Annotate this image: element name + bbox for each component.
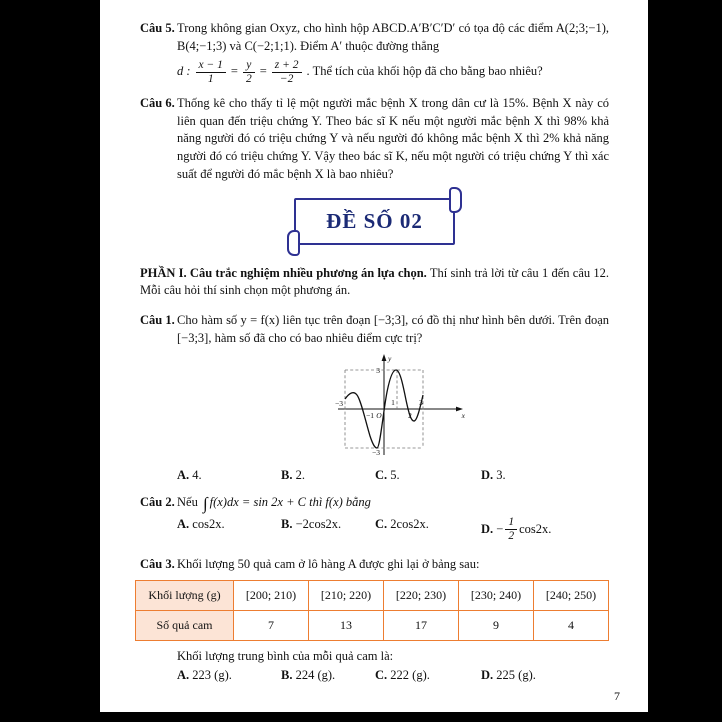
question-2-body (177, 494, 609, 551)
table-cell: [240; 250) (534, 581, 609, 611)
option-c: C. 2cos2x. (375, 517, 429, 532)
question-1-text: Cho hàm số y = f(x) liên tục trên đoạn [−3;3], có đồ thị như hình bên dưới. Trên đoạn [−3;3], hàm số đã cho có bao nhiêu điểm cực trị? (177, 313, 609, 345)
option-a: A. 4. (177, 467, 202, 482)
question-2-statement (177, 494, 609, 512)
origin-label: O (376, 410, 382, 420)
option-c: C. 222 (g). (375, 668, 430, 683)
x-tick-1: 1 (391, 397, 395, 407)
question-5-suffix: . Thể tích của khối hộp đã cho bằng bao nhiêu? (306, 64, 543, 79)
exam-banner-row (140, 198, 609, 245)
mass-frequency-table (135, 580, 609, 641)
x-tick-neg3: −3 (335, 398, 343, 408)
option-a: A. cos2x. (177, 517, 225, 532)
table-header-cell: Khối lượng (g) (136, 581, 234, 611)
question-6-label: Câu 6. (140, 95, 175, 110)
table-cell: [210; 220) (309, 581, 384, 611)
question-3-body: Khối lượng 50 quả cam ở lô hàng A được ghi lại ở bảng sau: (177, 556, 480, 571)
question-3 (140, 556, 609, 574)
function-graph-figure (318, 351, 468, 463)
question-1-body (177, 312, 609, 492)
question-5-label: Câu 5. (140, 21, 175, 35)
table-cell: 4 (534, 611, 609, 641)
scroll-curl-right (449, 187, 462, 213)
question-3-subtext: Khối lượng trung bình của mỗi quả cam là: (177, 649, 394, 664)
exam-title-banner (294, 198, 455, 245)
table-cell: [200; 210) (234, 581, 309, 611)
part-1-heading-bold: PHẦN I. Câu trắc nghiệm nhiều phương án lựa chọn. (140, 265, 427, 280)
table-cell: 13 (309, 611, 384, 641)
fraction-1: $\frac{x - 1}{1}$ (196, 59, 226, 86)
option-d: D. 3. (481, 467, 506, 482)
option-b: B. −2cos2x. (281, 517, 342, 532)
table-cell: 17 (384, 611, 459, 641)
figure-row (177, 351, 609, 463)
question-1-options (177, 467, 609, 485)
option-c: C. 5. (375, 467, 400, 482)
y-axis-arrow (382, 354, 387, 361)
question-2 (140, 494, 609, 551)
option-b: B. 2. (281, 467, 305, 482)
question-1-label: Câu 1. (140, 313, 175, 328)
question-2-prefix: Nếu (177, 495, 198, 510)
question-5-body (177, 20, 609, 86)
question-2-options (177, 516, 609, 543)
y-tick-neg3: −3 (372, 447, 380, 457)
table-cell: 9 (459, 611, 534, 641)
part-1-heading (140, 265, 609, 301)
option-d: D. − $\frac{1}{2}$ cos2x. (481, 516, 552, 543)
question-5-text: Trong không gian Oxyz, cho hình hộp ABCD.A′B′C′D′ có tọa độ các điểm A(2;3;−1), B(4;−1;3) và C(−2;1;1). Điểm A′ thuộc đường thẳng (177, 21, 609, 53)
question-5 (140, 20, 609, 86)
document-page (100, 0, 648, 712)
question-3-label: Câu 3. (140, 556, 175, 571)
question-2-mid: f(x)dx = sin 2x + C thì f(x) bằng (209, 495, 371, 510)
table-cell: [230; 240) (459, 581, 534, 611)
x-axis-label: x (461, 410, 465, 420)
integral-sign: ∫ (202, 493, 208, 513)
equals-sign: = (230, 64, 238, 79)
question-2-label: Câu 2. (140, 495, 175, 510)
page-number: 7 (614, 689, 620, 703)
table-row (136, 611, 609, 641)
x-tick-3: 3 (419, 397, 423, 407)
question-6-body: Thống kê cho thấy tỉ lệ một người mắc bệnh X trong dân cư là 15%. Bệnh X này có liên quan đến triệu chứng Y. Theo bác sĩ K nếu một người mắc bệnh X thì 98% khả năng người đó có triệu chứng Y và nếu người đó không mắc bệnh X thì 2% khả năng người đó có triệu chứng Y. Vậy theo bác sĩ K, nếu một người có triệu chứng Y thì xác suất để người đó mắc bệnh X là bao nhiêu? (177, 95, 609, 181)
scroll-curl-left (287, 230, 300, 256)
option-b: B. 224 (g). (281, 668, 336, 683)
table-row (136, 581, 609, 611)
table-header-cell: Số quả cam (136, 611, 234, 641)
fraction: $\frac{1}{2}$ (505, 516, 517, 543)
x-tick-neg1: −1 (366, 410, 374, 420)
question-6 (140, 95, 609, 184)
table-cell: 7 (234, 611, 309, 641)
question-1 (140, 312, 609, 492)
fraction-2: $\frac{y}{2}$ (243, 59, 255, 86)
equals-sign: = (259, 64, 267, 79)
question-5-equation (177, 59, 609, 86)
y-tick-3: 3 (376, 365, 380, 375)
option-a: A. 223 (g). (177, 668, 232, 683)
y-axis-label: y (388, 353, 392, 363)
exam-title: ĐỀ SỐ 02 (326, 208, 423, 233)
question-3-options (177, 668, 609, 683)
equation-prefix: d : (177, 64, 191, 79)
option-d: D. 225 (g). (481, 668, 536, 683)
table-cell: [220; 230) (384, 581, 459, 611)
x-tick-2: 2 (408, 410, 412, 420)
part-1-heading-rest: Thí sinh trả lời từ câu 1 đến câu 12. Mỗi câu hỏi thí sinh chọn một phương án. (140, 265, 610, 298)
fraction-3: $\frac{z + 2}{-2}$ (272, 59, 302, 86)
